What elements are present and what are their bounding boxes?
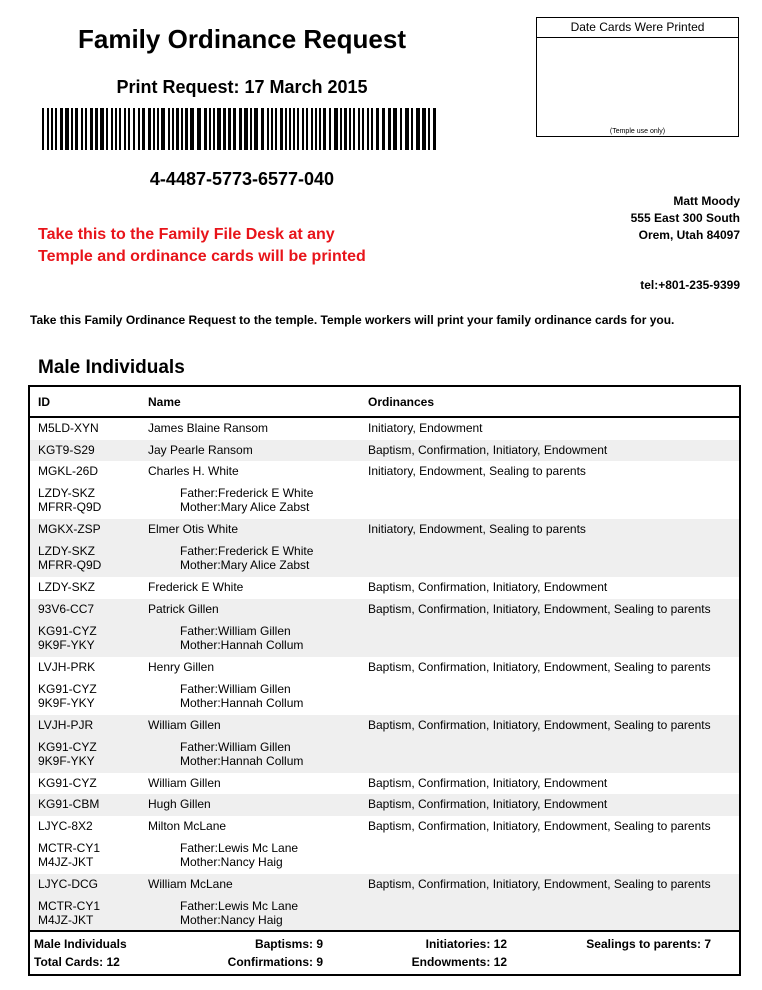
father-name: Father:Lewis Mc Lane [180, 840, 299, 855]
mother-name: Mother:Hannah Collum [180, 637, 304, 652]
date-cards-printed-box [536, 17, 739, 137]
total-confirmations: Confirmations: 9 [227, 955, 323, 969]
barcode-bar [293, 108, 295, 150]
mother-id: M4JZ-JKT [38, 912, 94, 927]
individual-name: Hugh Gillen [148, 797, 211, 811]
barcode-bar [416, 108, 420, 150]
barcode-bar [289, 108, 291, 150]
barcode-bar [71, 108, 73, 150]
barcode-bar [362, 108, 364, 150]
barcode-bar [148, 108, 151, 150]
mother-id: MFRR-Q9D [38, 558, 102, 572]
barcode-bar [285, 108, 287, 150]
barcode-bar [334, 108, 338, 150]
barcode-bar [168, 108, 170, 150]
barcode-bar [349, 108, 351, 150]
print-request-date: Print Request: 17 March 2015 [116, 77, 368, 97]
ordinances: Baptism, Confirmation, Initiatory, Endowment [368, 775, 608, 790]
barcode-bar [161, 108, 165, 150]
individual-id: LVJH-PJR [38, 717, 94, 732]
table-row [30, 816, 739, 874]
individual-id: 93V6-CC7 [38, 601, 95, 616]
barcode-bar [190, 108, 194, 150]
barcode-bar [319, 108, 321, 150]
father-name: Father:William Gillen [180, 739, 291, 754]
mother-name: Mother:Nancy Haig [180, 854, 283, 869]
barcode-bar [428, 108, 430, 150]
barcode-bar [100, 108, 104, 150]
individual-id: KGT9-S29 [38, 442, 95, 457]
table-row [30, 715, 739, 773]
barcode-bar [217, 108, 221, 150]
instruction-line-1: Take this to the Family File Desk at any [38, 226, 335, 243]
individual-id: LJYC-8X2 [38, 818, 93, 833]
barcode-bar [42, 108, 44, 150]
mother-id: 9K9F-YKY [38, 637, 95, 652]
barcode-bar [197, 108, 201, 150]
table-row [30, 577, 739, 599]
mother-id: MFRR-Q9D [38, 500, 102, 514]
barcode-bar [153, 108, 155, 150]
father-id: LZDY-SKZ [38, 544, 95, 558]
individual-name: William McLane [148, 876, 233, 891]
total-baptisms: Baptisms: 9 [254, 937, 323, 951]
barcode-bar [275, 108, 277, 150]
ordinances: Baptism, Confirmation, Initiatory, Endowment, Sealing to parents [368, 601, 711, 616]
total-sealings: Sealings to parents: 7 [586, 937, 711, 951]
barcode-bar [233, 108, 236, 150]
barcode-bar [228, 108, 231, 150]
mother-id: 9K9F-YKY [38, 753, 95, 768]
barcode-bar [115, 108, 117, 150]
barcode-bar [47, 108, 49, 150]
father-id: MCTR-CY1 [38, 898, 100, 913]
ordinances: Baptism, Confirmation, Initiatory, Endowment, Sealing to parents [368, 876, 711, 891]
barcode-bar [358, 108, 360, 150]
individual-id: KG91-CYZ [38, 775, 97, 790]
table-row [30, 874, 739, 932]
ordinances: Initiatory, Endowment [368, 421, 483, 435]
barcode-bar [388, 108, 391, 150]
barcode-bar [315, 108, 317, 150]
barcode-bar [133, 108, 135, 150]
submitter-city: Orem, Utah 84097 [638, 228, 740, 242]
barcode-bar [433, 108, 436, 150]
father-id: KG91-CYZ [38, 623, 97, 638]
ordinances: Baptism, Confirmation, Initiatory, Endowment [368, 797, 608, 811]
barcode [42, 108, 440, 150]
barcode-bar [271, 108, 273, 150]
individual-name: Milton McLane [148, 818, 227, 833]
submitter-phone: tel:+801-235-9399 [640, 278, 740, 292]
individual-id: MGKX-ZSP [38, 522, 101, 536]
column-header-ordinances: Ordinances [368, 395, 435, 409]
barcode-bar [367, 108, 369, 150]
barcode-bar [311, 108, 313, 150]
total-cards: Total Cards: 12 [34, 955, 120, 969]
barcode-bar [297, 108, 299, 150]
barcode-bar [111, 108, 113, 150]
barcode-bar [371, 108, 373, 150]
barcode-bar [51, 108, 53, 150]
barcode-bar [185, 108, 188, 150]
submitter-address [631, 193, 740, 244]
barcode-bar [422, 108, 426, 150]
individual-name: James Blaine Ransom [148, 421, 269, 435]
barcode-bar [382, 108, 385, 150]
individual-name: Elmer Otis White [148, 522, 239, 536]
individual-id: KG91-CBM [38, 797, 100, 811]
individual-name: Charles H. White [148, 464, 239, 478]
page-title: Family Ordinance Request [78, 24, 406, 54]
barcode-bar [261, 108, 264, 150]
ordinances: Baptism, Confirmation, Initiatory, Endowment [368, 442, 608, 457]
individual-name: William Gillen [148, 717, 221, 732]
total-endowments: Endowments: 12 [411, 955, 507, 969]
totals-footer [30, 930, 739, 974]
barcode-bar [142, 108, 145, 150]
barcode-bar [106, 108, 108, 150]
barcode-bar [60, 108, 63, 150]
instruction-line-2: Temple and ordinance cards will be printed [38, 248, 366, 265]
barcode-bar [75, 108, 78, 150]
individual-id: M5LD-XYN [38, 421, 99, 435]
individual-id: MGKL-26D [38, 464, 99, 478]
ordinances: Initiatory, Endowment, Sealing to parents [368, 522, 586, 536]
request-number: 4-4487-5773-6577-040 [149, 169, 335, 189]
barcode-bar [405, 108, 409, 150]
table-row [30, 418, 739, 440]
barcode-bar [393, 108, 397, 150]
barcode-bar [65, 108, 69, 150]
table-row [30, 657, 739, 715]
table-header [30, 387, 739, 418]
table-row [30, 519, 739, 577]
table-row [30, 794, 739, 816]
mother-name: Mother:Mary Alice Zabst [180, 558, 310, 572]
barcode-bar [239, 108, 242, 150]
barcode-bar [353, 108, 355, 150]
section-heading: Male Individuals [38, 357, 185, 378]
barcode-bar [340, 108, 342, 150]
barcode-bar [302, 108, 304, 150]
individuals-table [28, 385, 741, 976]
father-id: KG91-CYZ [38, 739, 97, 754]
barcode-bar [124, 108, 126, 150]
totals-label: Male Individuals [34, 937, 127, 951]
table-row [30, 773, 739, 795]
barcode-bar [90, 108, 93, 150]
table-row [30, 599, 739, 657]
barcode-bar [119, 108, 121, 150]
barcode-bar [244, 108, 248, 150]
ordinances: Initiatory, Endowment, Sealing to parents [368, 464, 586, 478]
father-name: Father:William Gillen [180, 681, 291, 696]
barcode-bar [85, 108, 87, 150]
barcode-bar [250, 108, 252, 150]
ordinances: Baptism, Confirmation, Initiatory, Endowment, Sealing to parents [368, 818, 711, 833]
mother-name: Mother:Mary Alice Zabst [180, 500, 310, 514]
mother-name: Mother:Nancy Haig [180, 912, 283, 927]
ordinances: Baptism, Confirmation, Initiatory, Endowment [368, 580, 608, 594]
individual-name: Henry Gillen [148, 659, 215, 674]
individual-id: LJYC-DCG [38, 876, 99, 891]
column-header-id: ID [38, 395, 50, 409]
mother-id: M4JZ-JKT [38, 854, 94, 869]
individual-id: LVJH-PRK [38, 659, 96, 674]
barcode-bar [181, 108, 183, 150]
column-header-name: Name [148, 395, 181, 409]
barcode-bar [376, 108, 379, 150]
barcode-bar [128, 108, 130, 150]
barcode-bar [55, 108, 57, 150]
barcode-bar [81, 108, 83, 150]
barcode-bar [157, 108, 159, 150]
barcode-bar [344, 108, 347, 150]
barcode-bar [213, 108, 215, 150]
table-body [30, 418, 739, 932]
ordinances: Baptism, Confirmation, Initiatory, Endowment, Sealing to parents [368, 659, 711, 674]
individual-name: Patrick Gillen [148, 601, 219, 616]
mother-name: Mother:Hannah Collum [180, 753, 304, 768]
father-id: KG91-CYZ [38, 681, 97, 696]
barcode-bar [400, 108, 402, 150]
individual-name: Jay Pearle Ransom [148, 442, 253, 457]
barcode-bar [323, 108, 326, 150]
individual-name: William Gillen [148, 775, 221, 790]
barcode-bar [95, 108, 98, 150]
barcode-bar [267, 108, 269, 150]
mother-name: Mother:Hannah Collum [180, 695, 304, 710]
barcode-bar [138, 108, 140, 150]
table-row [30, 440, 739, 462]
table-row [30, 461, 739, 519]
barcode-bar [254, 108, 258, 150]
mother-id: 9K9F-YKY [38, 695, 95, 710]
date-box-title: Date Cards Were Printed [537, 18, 738, 38]
ordinances: Baptism, Confirmation, Initiatory, Endowment, Sealing to parents [368, 717, 711, 732]
submitter-street: 555 East 300 South [630, 211, 740, 225]
barcode-bar [223, 108, 226, 150]
barcode-bar [176, 108, 179, 150]
individual-name: Frederick E White [148, 580, 244, 594]
barcode-bar [411, 108, 413, 150]
temple-notice: Take this Family Ordinance Request to the temple. Temple workers will print your family ordinance cards for you. [30, 313, 675, 327]
individual-id: LZDY-SKZ [38, 580, 95, 594]
barcode-bar [204, 108, 207, 150]
desk-instruction [38, 224, 366, 268]
father-id: MCTR-CY1 [38, 840, 100, 855]
submitter-name: Matt Moody [673, 194, 740, 208]
father-name: Father:William Gillen [180, 623, 291, 638]
barcode-bar [280, 108, 283, 150]
father-name: Father:Frederick E White [180, 486, 314, 500]
barcode-bar [172, 108, 174, 150]
temple-use-note: (Temple use only) [609, 128, 666, 135]
father-name: Father:Frederick E White [180, 544, 314, 558]
father-name: Father:Lewis Mc Lane [180, 898, 299, 913]
father-id: LZDY-SKZ [38, 486, 95, 500]
barcode-bar [329, 108, 331, 150]
total-initiatories: Initiatories: 12 [425, 937, 507, 951]
barcode-bar [306, 108, 308, 150]
barcode-bar [209, 108, 211, 150]
